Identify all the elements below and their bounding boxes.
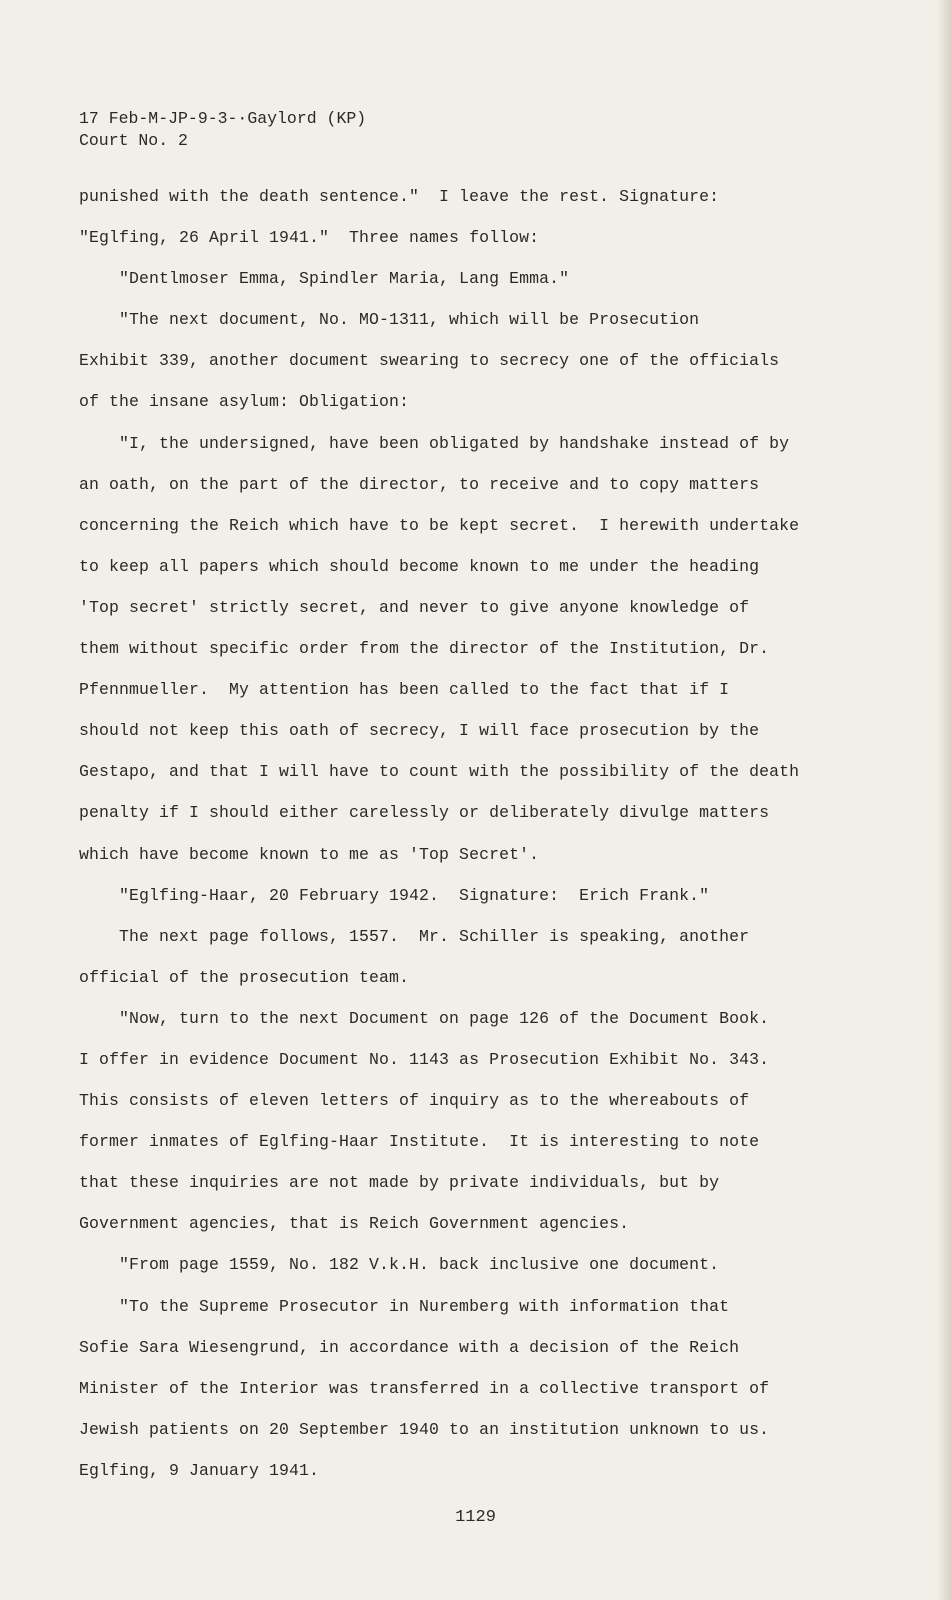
page-number: 1129	[455, 1508, 496, 1527]
text-line: "The next document, No. MO-1311, which will be Prosecution	[79, 310, 700, 330]
text-line: them without specific order from the director of the Institution, Dr.	[79, 639, 770, 659]
header-line-1: 17 Feb-M-JP-9-3-·Gaylord (KP)	[79, 109, 367, 128]
text-line: "Dentlmoser Emma, Spindler Maria, Lang Emma."	[79, 269, 570, 289]
text-line: Government agencies, that is Reich Government agencies.	[79, 1214, 630, 1234]
text-line: The next page follows, 1557. Mr. Schiller is speaking, another	[79, 926, 750, 946]
text-line: Eglfing, 9 January 1941.	[79, 1460, 320, 1480]
text-line: This consists of eleven letters of inquiry as to the whereabouts of	[79, 1091, 750, 1111]
text-line: of the insane asylum: Obligation:	[79, 392, 410, 412]
text-line: "Eglfing, 26 April 1941." Three names follow:	[79, 228, 540, 248]
header-line-2: Court No. 2	[79, 131, 188, 150]
text-line: "Eglfing-Haar, 20 February 1942. Signature: Erich Frank."	[79, 885, 710, 905]
text-line: Jewish patients on 20 September 1940 to an institution unknown to us.	[79, 1419, 770, 1439]
text-line: which have become known to me as 'Top Secret'.	[79, 844, 540, 864]
text-line: Pfennmueller. My attention has been called to the fact that if I	[79, 680, 730, 700]
text-line: Minister of the Interior was transferred in a collective transport of	[79, 1378, 770, 1398]
text-line: Gestapo, and that I will have to count with the possibility of the death	[79, 762, 800, 782]
text-line: "I, the undersigned, have been obligated by handshake instead of by	[79, 433, 790, 453]
text-line: Exhibit 339, another document swearing to secrecy one of the officials	[79, 351, 780, 371]
text-line: "To the Supreme Prosecutor in Nuremberg with information that	[79, 1296, 730, 1316]
page-header	[79, 108, 366, 152]
text-line: should not keep this oath of secrecy, I will face prosecution by the	[79, 721, 760, 741]
text-line: 'Top secret' strictly secret, and never to give anyone knowledge of	[79, 597, 750, 617]
text-line: "From page 1559, No. 182 V.k.H. back inclusive one document.	[79, 1255, 720, 1275]
text-line: I offer in evidence Document No. 1143 as Prosecution Exhibit No. 343.	[79, 1049, 770, 1069]
text-line: to keep all papers which should become known to me under the heading	[79, 556, 760, 576]
text-line: penalty if I should either carelessly or deliberately divulge matters	[79, 803, 770, 823]
text-line: an oath, on the part of the director, to receive and to copy matters	[79, 474, 760, 494]
text-line: "Now, turn to the next Document on page 126 of the Document Book.	[79, 1008, 770, 1028]
text-line: Sofie Sara Wiesengrund, in accordance with a decision of the Reich	[79, 1337, 740, 1357]
text-line: that these inquiries are not made by private individuals, but by	[79, 1173, 720, 1193]
text-line: official of the prosecution team.	[79, 967, 410, 987]
body-text	[79, 176, 839, 1491]
text-line: former inmates of Eglfing-Haar Institute. It is interesting to note	[79, 1132, 760, 1152]
text-line: concerning the Reich which have to be kept secret. I herewith undertake	[79, 515, 800, 535]
text-line: punished with the death sentence." I leave the rest. Signature:	[79, 187, 720, 206]
